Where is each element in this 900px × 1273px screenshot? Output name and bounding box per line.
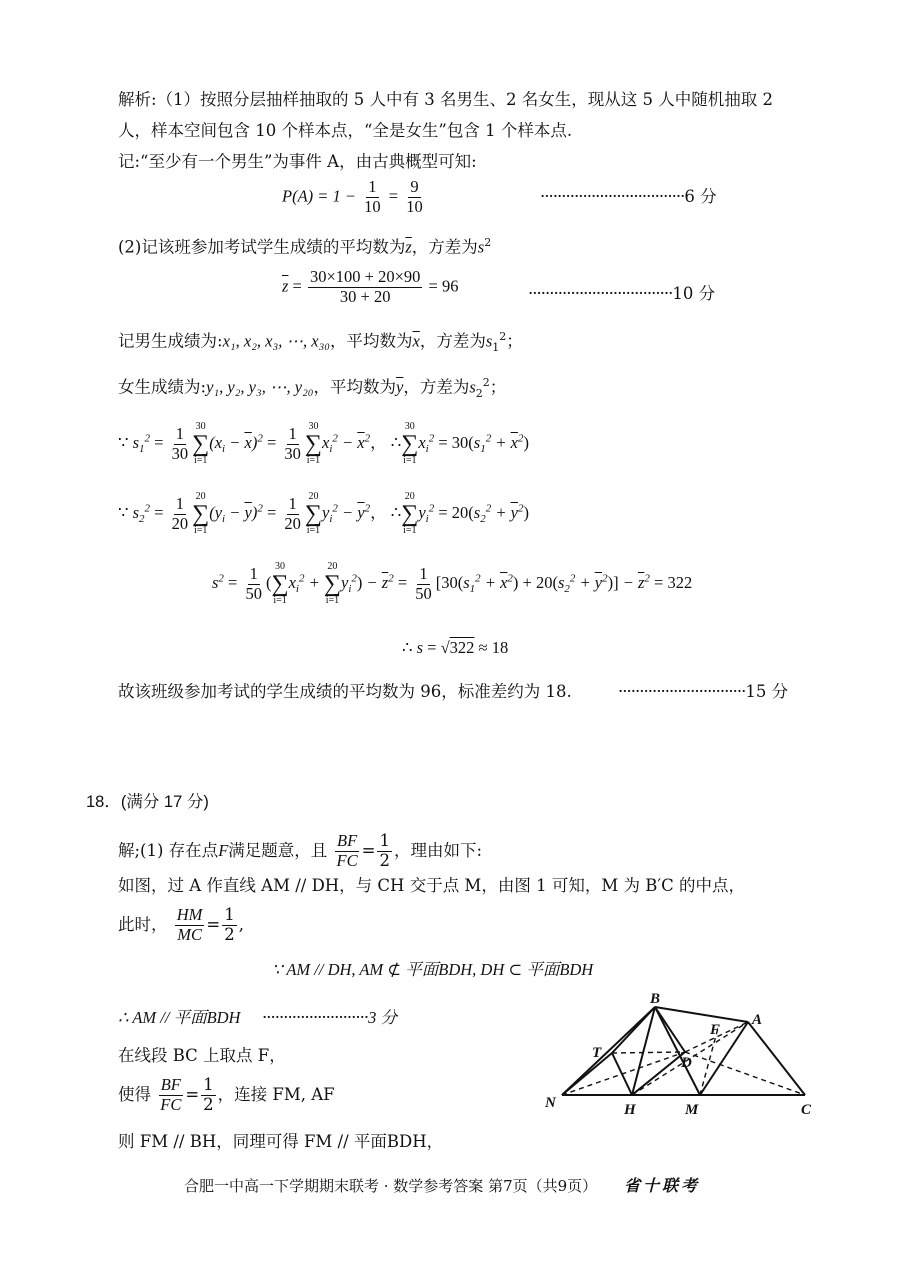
prob-f2-num: 9 [410,177,419,196]
label-M: M [685,1102,699,1118]
score-10: ··································10 分 [528,284,716,303]
var-x-formula: ∵ $s_1^2$ = $\frac{1}{30}$ 30 ∑ i=1 $(x_i - \overline{x})^2$ = $\frac{1}{30}$ 30 ∑ i=1 $x_i^2 - \overline{x}^2$， ∴ 30 ∑ i=1 $x_i^2 = 30(s_1^2 + \overline{x}^2)$ [118,421,529,466]
total-variance-formula: $s^2$ = $\frac{1}{50}$ ( 30 ∑ i=1 $x_i^2$ + 20 ∑ i=1 $y_i^2) - \overline{z}^2$ = $\frac{1}{50}$ $[30(s_1^2 + \overline{x}^2) + 20(s_2^2 + \overline{y}^2)] - \overline{z}^2 = 322$ [212,561,693,606]
q18-solution-line-1: 解;(1) 存在点F满足题意，且 $\frac{BF}{FC}$ = $\frac{1}{2}$ ，理由如下: [118,831,483,870]
footer-text: 合肥一中高一下学期期末联考 · 数学参考答案 第7页（共9页） [184,1177,598,1195]
total-322: = 322 [654,572,693,592]
label-T: T [592,1045,602,1061]
label-H: H [624,1102,636,1118]
analysis-line-1: 解析:（1）按照分层抽样抽取的 5 人中有 3 名男生、2 名女生，现从这 5 人中随机抽取 2 [118,90,774,109]
girls-line: 女生成绩为:y₁, y₂, y₃, ⋯, y₂₀，平均数为$\overline{y}$，方差为$s_2^2$； [118,376,507,400]
mean-z: $\overline{z}$ [405,237,412,257]
score-3: ·························3 分 [262,1008,397,1027]
label-A: A [752,1012,763,1028]
part2-line: (2)记该班参加考试学生成绩的平均数为$\overline{z}$，方差为$s^2$ [118,236,492,257]
q18-line-6: 在线段 BC 上取点 F， [118,1046,286,1065]
footer-stamp: 省十联考 [623,1176,700,1195]
std-result: ∴ s = √322 ≈ 18 [402,638,509,657]
label-F: F [710,1022,721,1038]
q18-line-7: 使得 $\frac{BF}{FC}$ = $\frac{1}{2}$ ，连接 FM, AF [118,1075,335,1114]
mean-formula: $\overline{z}$ = $\frac{30\times 100 + 20\times 90}{30 + 20}$ = 96 [282,267,459,306]
q18-header: 18．(满分 17 分) [86,793,209,811]
geometry-figure [540,985,820,1120]
prob-f1-num: 1 [368,177,377,196]
event-line: 记:“至少有一个男生”为事件 A，由古典概型可知: [118,152,477,171]
boys-line: 记男生成绩为:x₁, x₂, x₃, ⋯, x₃₀，平均数为$\overline{x}$，方差为$s_1^2$； [118,330,523,354]
prob-lhs: P(A) = 1 − [282,186,357,206]
conclusion-line: 故该班级参加考试的学生成绩的平均数为 96，标准差约为 18. [118,682,572,701]
q18-line-3: 此时， $\frac{HM}{MC}$ = $\frac{1}{2}$ , [118,905,244,944]
probability-formula [282,178,427,217]
prob-f2-den: 10 [406,196,423,216]
label-D: D [681,1055,692,1071]
q18-line-2: 如图，过 A 作直线 AM // DH，与 CH 交于点 M，由图 1 可知，M 为 B′C 的中点， [118,876,745,895]
analysis-line-2: 人，样本空间包含 10 个样本点，“全是女生”包含 1 个样本点. [118,121,573,140]
mean-den: 30 + 20 [339,286,391,306]
score-6: ··································6 分 [540,187,717,206]
label-N: N [545,1095,556,1111]
var-y-formula: ∵ $s_2^2$ = $\frac{1}{20}$ 20 ∑ i=1 $(y_i - \overline{y})^2$ = $\frac{1}{20}$ 20 ∑ i=1 $y_i^2 - \overline{y}^2$， ∴ 20 ∑ i=1 $y_i^2 = 20(s_2^2 + \overline{y}^2)$ [118,491,529,536]
label-C: C [801,1102,812,1118]
q18-line-5: ∴ AM // 平面BDH [118,1008,241,1027]
prob-f1-den: 10 [364,196,381,216]
mean-result: = 96 [428,276,459,296]
q18-line-8: 则 FM // BH，同理可得 FM // 平面BDH， [118,1132,444,1151]
label-B: B [650,991,661,1007]
mean-num: 30×100 + 20×90 [309,267,421,286]
q18-line-4: ∵ AM // DH, AM ⊄ 平面BDH, DH ⊂ 平面BDH [272,960,594,979]
prob-eq: = [388,186,399,206]
score-15: ······························15 分 [618,682,789,701]
page-footer [184,1173,700,1196]
